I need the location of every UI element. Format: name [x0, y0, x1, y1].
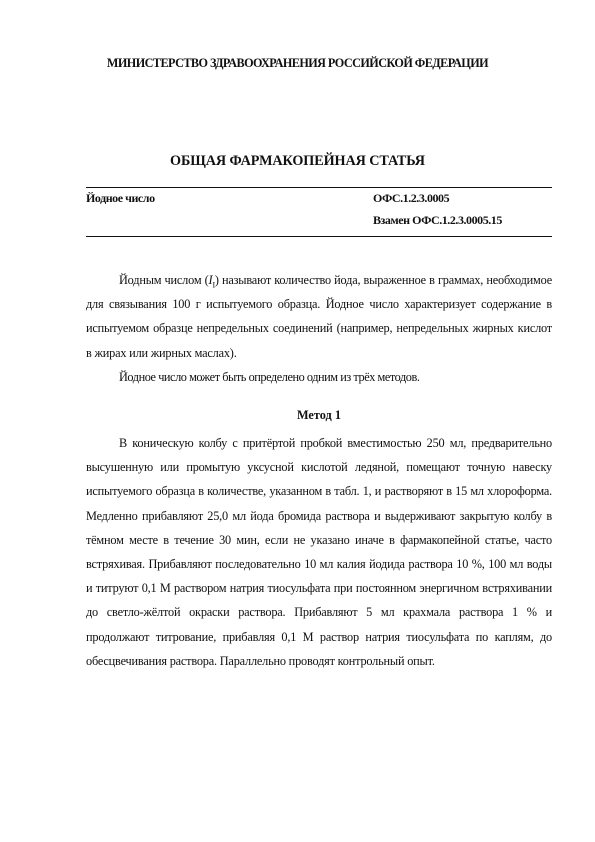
article-name: Йодное число: [86, 191, 155, 205]
intro-paragraph-definition: [86, 268, 552, 365]
definition-text-start: Йодным числом (: [119, 273, 209, 287]
intro-paragraph-methods: Йодное число может быть определено одним из трёх методов.: [119, 370, 420, 384]
article-code: ОФС.1.2.3.0005: [373, 191, 450, 205]
iodine-number-symbol: I: [208, 273, 213, 287]
definition-text-end: ) называют количество йода, выраженное в граммах, необходимое для связывания 100 г испытуемого образца. Йодное число характеризует содержание в испытуемом образце непредельных соединений (например, непредельных жирных кислот в жирах или жирных маслах).: [86, 273, 552, 360]
header-top-rule: [86, 187, 552, 188]
header-bottom-rule: [86, 236, 552, 237]
method-1-heading: Метод 1: [296, 408, 342, 422]
method-1-paragraph: В коническую колбу с притёртой пробкой вместимостью 250 мл, предварительно высушенную или промытую уксусной кислотой ледяной, помещают точную навеску испытуемого образца в количестве, указанном в табл. 1, и растворяют в 15 мл хлороформа. Медленно прибавляют 25,0 мл йода бромида раствора и выдерживают закрытую колбу в тёмном месте в течение 30 мин, если не указано иначе в фармакопейной статье, часто встряхивая. Прибавляют последовательно 10 мл калия йодида раствора 10 %, 100 мл воды и титруют 0,1 М раствором натрия тиосульфата при постоянном энергичном встряхивании до светло-жёлтой окраски раствора. Прибавляют 5 мл крахмала раствора 1 % и продолжают титрование, прибавляя 0,1 М раствор натрия тиосульфата по каплям, до обесцвечивания раствора. Параллельно проводят контрольный опыт.: [86, 436, 552, 668]
article-replaces: Взамен ОФС.1.2.3.0005.15: [373, 213, 502, 227]
document-title: ОБЩАЯ ФАРМАКОПЕЙНАЯ СТАТЬЯ: [170, 153, 425, 169]
ministry-header: МИНИСТЕРСТВО ЗДРАВООХРАНЕНИЯ РОССИЙСКОЙ ФЕДЕРАЦИИ: [106, 56, 489, 70]
iodine-number-subscript: I: [212, 280, 215, 290]
